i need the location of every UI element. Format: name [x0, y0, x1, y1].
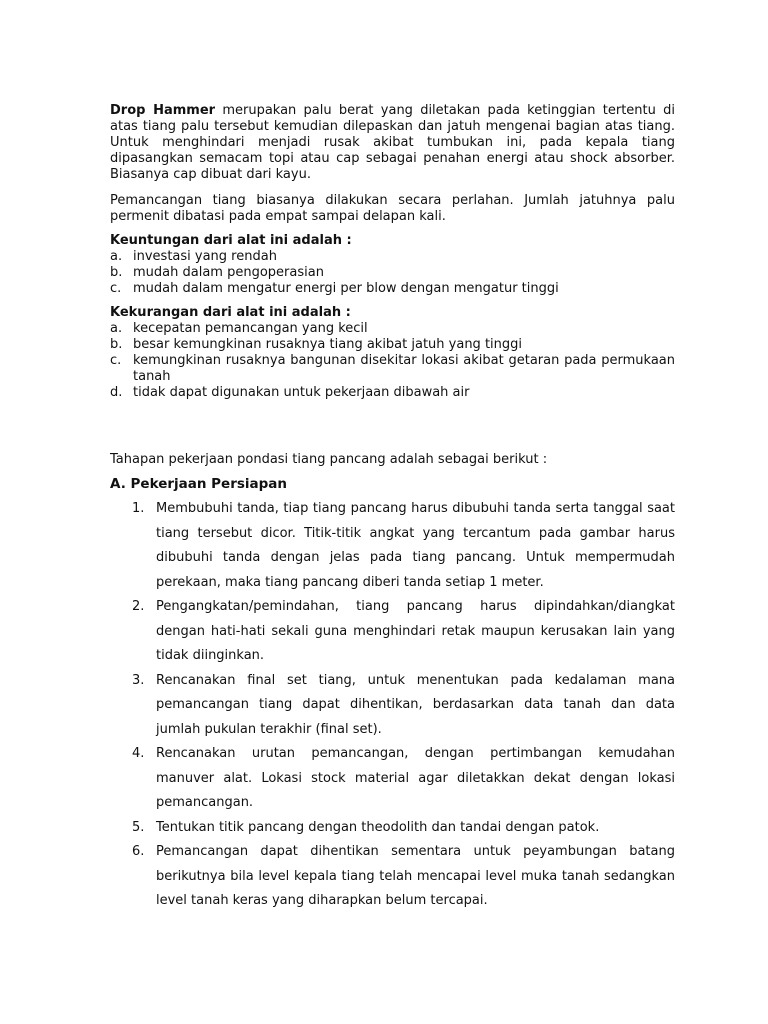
list-item: [110, 816, 675, 841]
list-marker: 6.: [132, 844, 145, 859]
disadvantages-heading: Kekurangan dari alat ini adalah :: [110, 305, 351, 320]
preparation-steps: [110, 497, 675, 914]
disadvantages-section: [110, 305, 675, 401]
list-item: [110, 840, 675, 914]
list-item: [110, 353, 675, 385]
list-item: [110, 497, 675, 595]
list-item: [110, 321, 675, 337]
list-marker: c.: [110, 281, 122, 296]
list-item-text: Tentukan titik pancang dengan theodolith dan tandai dengan patok.: [156, 819, 600, 835]
advantages-heading: Keuntungan dari alat ini adalah :: [110, 233, 352, 248]
list-item-text: mudah dalam mengatur energi per blow dengan mengatur tinggi: [133, 281, 559, 296]
list-item: [110, 595, 675, 669]
stages-intro: Tahapan pekerjaan pondasi tiang pancang adalah sebagai berikut :: [110, 452, 548, 467]
list-item: [110, 281, 675, 297]
list-marker: 4.: [132, 746, 145, 761]
list-item-text: tidak dapat digunakan untuk pekerjaan dibawah air: [133, 385, 470, 400]
list-item-text: Rencanakan urutan pemancangan, dengan pertimbangan kemudahan manuver alat. Lokasi stock material agar diletakkan dekat dengan lokasi pemancangan.: [156, 746, 675, 810]
list-marker: a.: [110, 321, 123, 336]
advantages-list: [110, 249, 675, 297]
list-item: [110, 337, 675, 353]
intro-lead-term: Drop Hammer: [110, 103, 216, 118]
intro-paragraph: [110, 103, 675, 183]
list-marker: c.: [110, 353, 122, 368]
list-item-text: besar kemungkinan rusaknya tiang akibat jatuh yang tinggi: [133, 337, 523, 352]
list-item-text: Rencanakan final set tiang, untuk menentukan pada kedalaman mana pemancangan tiang dapat dihentikan, berdasarkan data tanah dan data jumlah pukulan terakhir (final set).: [156, 672, 675, 737]
list-marker: 5.: [132, 819, 145, 835]
list-item: [110, 265, 675, 281]
list-item-text: investasi yang rendah: [133, 249, 277, 264]
list-marker: b.: [110, 337, 123, 352]
list-marker: b.: [110, 265, 123, 280]
list-marker: 2.: [132, 599, 145, 614]
intro-text: merupakan palu berat yang diletakan pada ketinggian tertentu di atas tiang palu tersebut kemudian dilepaskan dan jatuh mengenai bagian atas tiang. Untuk menghindari menjadi rusak akibat tumbukan ini, pada kepala tiang dipasangkan semacam topi atau cap sebagai penahan energi atau shock absorber. Biasanya cap dibuat dari kayu.: [110, 103, 675, 182]
list-marker: d.: [110, 385, 123, 400]
section-heading: A. Pekerjaan Persiapan: [110, 476, 288, 492]
list-item-text: kecepatan pemancangan yang kecil: [133, 321, 368, 336]
list-item-text: Membubuhi tanda, tiap tiang pancang harus dibubuhi tanda serta tanggal saat tiang tersebut dicor. Titik-titik angkat yang tercantum pada gambar harus dibubuhi tanda dengan jelas pada tiang pancang. Untuk mempermudah perekaan, maka tiang pancang diberi tanda setiap 1 meter.: [156, 501, 675, 590]
list-item: [110, 742, 675, 816]
list-item-text: Pengangkatan/pemindahan, tiang pancang harus dipindahkan/diangkat dengan hati-hati sekali guna menghindari retak maupun kerusakan lain yang tidak diinginkan.: [156, 599, 675, 663]
paragraph-2: Pemancangan tiang biasanya dilakukan secara perlahan. Jumlah jatuhnya palu permenit dibatasi pada empat sampai delapan kali.: [110, 193, 675, 224]
list-item: [110, 249, 675, 265]
disadvantages-list: [110, 321, 675, 401]
list-item-text: Pemancangan dapat dihentikan sementara untuk peyambungan batang berikutnya bila level kepala tiang telah mencapai level muka tanah sedangkan level tanah keras yang diharapkan belum tercapai.: [156, 844, 675, 908]
list-item-text: mudah dalam pengoperasian: [133, 265, 324, 280]
list-item: [110, 385, 675, 401]
list-marker: a.: [110, 249, 123, 264]
advantages-section: [110, 233, 675, 297]
list-item-text: kemungkinan rusaknya bangunan disekitar lokasi akibat getaran pada permukaan tanah: [133, 353, 675, 384]
list-marker: 3.: [132, 672, 145, 688]
list-marker: 1.: [132, 501, 145, 516]
list-item: [110, 669, 675, 743]
